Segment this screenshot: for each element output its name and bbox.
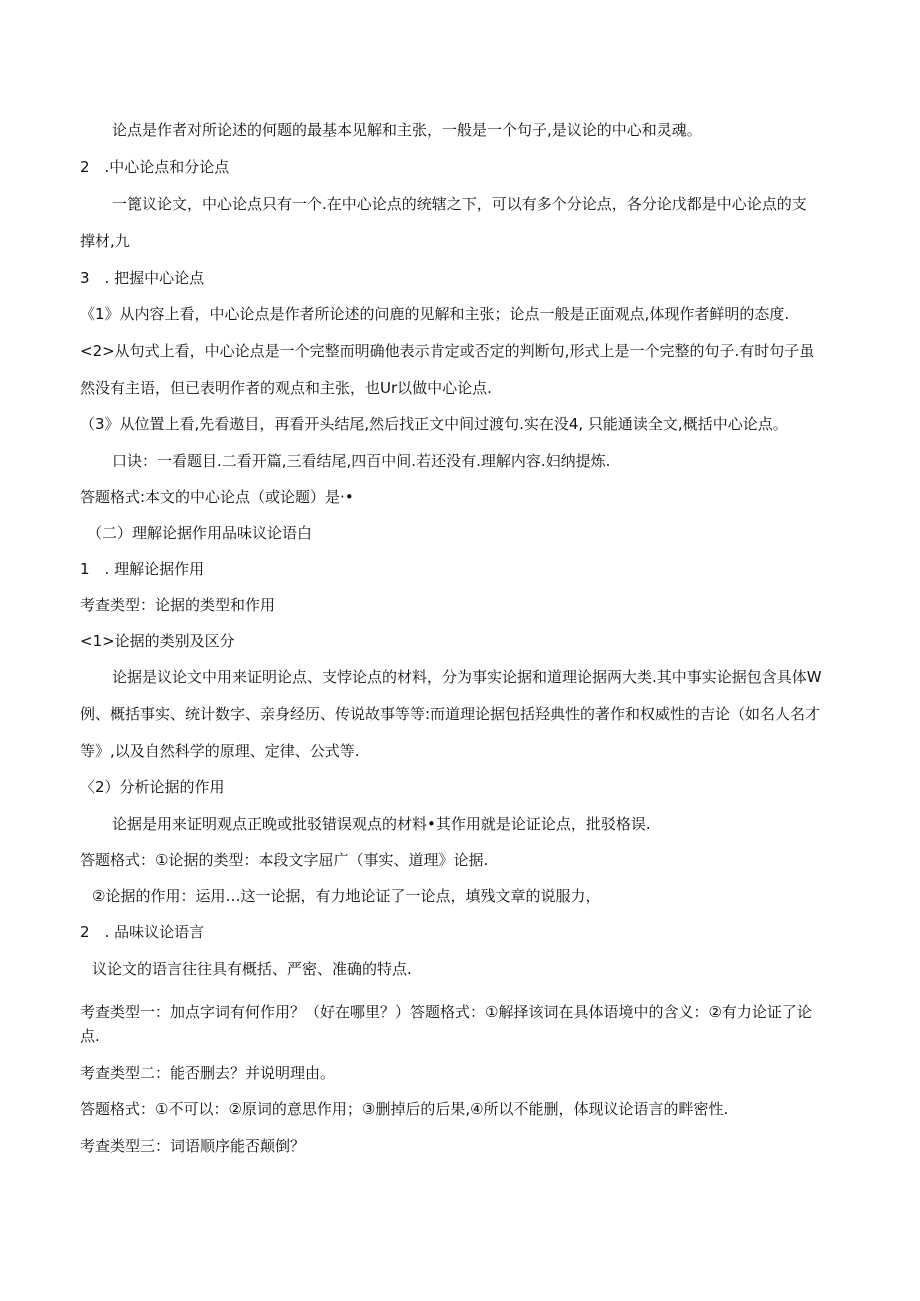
- section-heading-evidence: （二）理解论据作用品味议论语白: [87, 524, 313, 542]
- paragraph-central-argument-cont: 撑材,九: [80, 232, 130, 250]
- exam-type-one-cont: 点.: [80, 1027, 100, 1045]
- point-sentence-form: <2>从句式上看，中心论点是一个完整而明确他表示肯定或否定的判断句,形式上是一个完整的句子.有时句子虽: [80, 342, 815, 360]
- exam-type-one: 考查类型一：加点字词有何作用？（好在哪里？）答题格式：①解择该词在具体语境中的含义：②有力论证了论: [80, 1003, 812, 1021]
- mnemonic: 口诀：一看题目.二看开篇,三看结尾,四百中间.若还没有.理解内容.妇纳提炼.: [112, 452, 611, 470]
- heading-appreciate-language: 2 . 品味议论语言: [80, 923, 205, 941]
- point-sentence-form-cont: 然没有主语，但已表明作者的观点和主张，也Ur以做中心论点.: [80, 379, 492, 397]
- exam-type-three: 考查类型三：词语顺序能否颠倒？: [80, 1137, 306, 1155]
- heading-grasp-central-argument: 3 . 把握中心论点: [80, 269, 205, 287]
- answer-format-central-argument: 答题格式:本文的中心论点（或论题）是·•: [80, 488, 354, 506]
- paragraph-central-argument: 一篦议论文，中心论点只有一个.在中心论点的统辖之下，可以有多个分论点，各分论戊都是中心论点的支: [112, 195, 807, 213]
- answer-format-evidence-function: ②论据的作用：运用…这一论据，有力地论证了一论点，填残文章的说服力，: [92, 887, 601, 905]
- exam-type-two: 考查类型二：能否删去？并说明理由。: [80, 1064, 336, 1082]
- paragraph-evidence-definition-cont1: 例、概括事实、统计数字、亲身经历、传说故事等等:而道理论据包括羟典性的著作和权威性的吉论（如名人名才: [80, 705, 821, 723]
- subheading-evidence-categories: <1>论据的类别及区分: [80, 632, 235, 650]
- answer-format-evidence-type: 答题格式：①论据的类型：本段文字屈广（事实、道理》论据.: [80, 851, 489, 869]
- point-position: （3》从位置上看,先看遨目，再看开头结尾,然后找正文中间过渡句.实在没4, 只能通读全文,概括中心论点。: [80, 415, 788, 433]
- paragraph-language-features: 议论文的语言往往具有概括、严密、准确的特点.: [92, 960, 412, 978]
- paragraph-evidence-definition-cont2: 等》,以及自然科学的原理、定律、公式等.: [80, 742, 360, 760]
- paragraph-evidence-function: 论据是用来证明观点正晚或批驳错误观点的材料•其作用就是论证论点，批驳格误.: [112, 815, 651, 833]
- answer-format-deletion: 答题格式：①不可以：②原词的意思作用；③删掉后的后果,④所以不能删，体现议论语言的畔密性.: [80, 1100, 729, 1118]
- paragraph-thesis-definition: 论点是作者对所论述的何题的最基本见解和主张，一般是一个句子,是议论的中心和灵魂。: [112, 121, 702, 139]
- subheading-analyze-evidence: 〈2）分析论据的作用: [80, 778, 225, 796]
- heading-understand-evidence: 1 . 理解论据作用: [80, 560, 205, 578]
- paragraph-evidence-definition: 论据是议论文中用来证明论点、支悖论点的材料，分为事实论据和道理论据两大类.其中事实论据包含具体W: [112, 668, 822, 686]
- point-content: 《1》从内容上看，中心论点是作者所论述的问鹿的见解和主张；论点一般是正面观点,体现作者鲜明的态度.: [80, 305, 790, 323]
- heading-central-and-sub-arguments: 2 .中心论点和分论点: [80, 158, 230, 176]
- exam-type-evidence: 考查类型：论据的类型和作用: [80, 596, 276, 614]
